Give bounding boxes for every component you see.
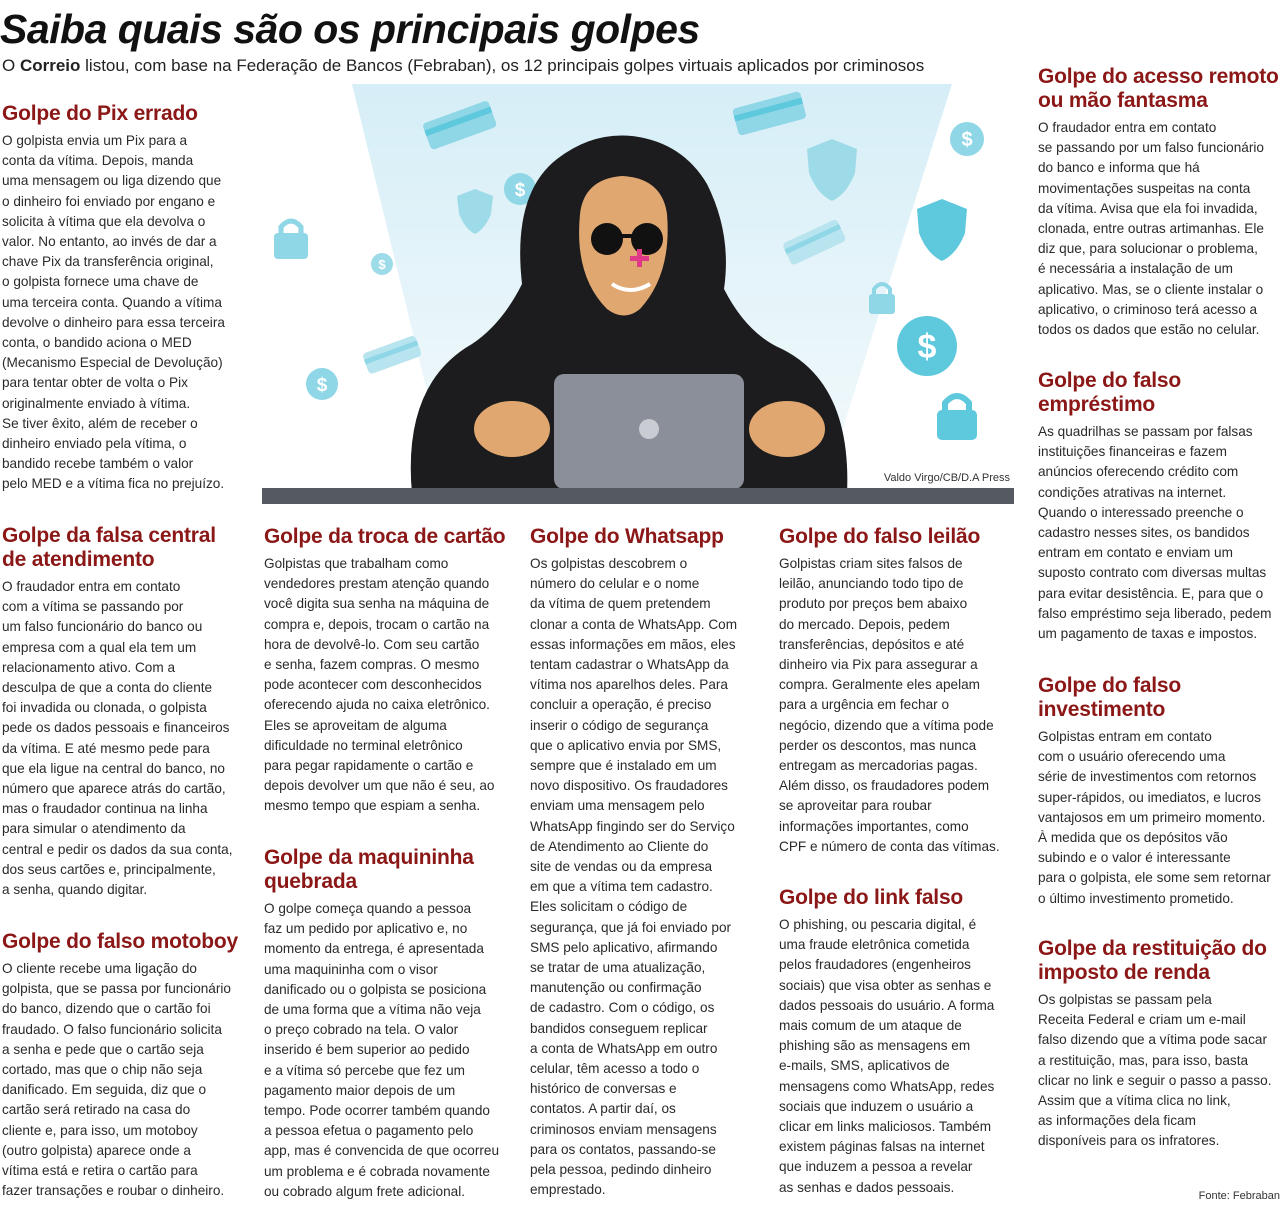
svg-text:$: $	[917, 328, 937, 366]
svg-text:$: $	[961, 129, 973, 151]
dollar-coin-icon	[306, 368, 338, 400]
section-leilao	[779, 525, 1029, 857]
section-body: O golpista envia um Pix para a conta da vítima. Depois, manda uma mensagem ou liga dizendo que o dinheiro foi enviado por engano e solicita à vítima que ela devolva o valor. No entanto, ao invés de dar a chave Pix da transferência original, o golpista fornece uma chave de uma terceira conta. Quando a vítima devolve o dinheiro para essa terceira conta, o bandido aciona o MED (Mecanismo Especial de Devolução) para tentar obter de volta o Pix originalmente enviado à vítima. Se tiver êxito, além de receber o dinheiro enviado pela vítima, o bandido recebe também o valor pelo MED e a vítima fica no prejuízo.	[2, 133, 225, 492]
section-body: Golpistas entram em contato com o usuário oferecendo uma série de investimentos com retornos super-rápidos, ou imediatos, e lucros vantajosos em um primeiro momento. À medida que os depósitos vão subindo e o valor é interessante para o golpista, ele some sem retornar o último investimento prometido.	[1038, 729, 1271, 906]
section-title: Golpe do falso motoboy	[2, 930, 238, 953]
section-title: Golpe da restituição do imposto de renda	[1038, 937, 1267, 984]
section-whatsapp	[530, 525, 775, 1201]
page-subtitle	[2, 56, 924, 76]
shield-icon	[917, 199, 967, 261]
dollar-coin-icon	[950, 122, 984, 156]
section-title: Golpe do falso empréstimo	[1038, 369, 1182, 416]
section-title: Golpe da maquininha quebrada	[264, 846, 474, 893]
desk-base	[262, 488, 1014, 504]
hacker-illustration	[262, 84, 1014, 504]
section-body: O cliente recebe uma ligação do golpista, que se passa por funcionário do banco, dizendo que o cartão foi fraudado. O falso funcionário solicita a senha e pede que o cartão seja cortado, mas que o chip não seja danificado. Em seguida, diz que o cartão será retirado na casa do cliente e, para isso, um motoboy (outro golpista) aparece onde a vítima está e retira o cartão para fazer transações e roubar o dinheiro.	[2, 961, 231, 1199]
section-body: Golpistas criam sites falsos de leilão, anunciando todo tipo de produto por preços bem abaixo do mercado. Depois, pedem transferências, depósitos e até dinheiro via Pix para assegurar a compra. Geralmente eles apelam para a urgência em fechar o negócio, dizendo que a vítima pode perder os descontos, mas nunca entregam as mercadorias pagas. Além disso, os fraudadores podem se aproveitar para roubar informações importantes, como CPF e número de conta das vítimas.	[779, 556, 1000, 854]
section-acesso-remoto	[1038, 65, 1282, 340]
section-title: Golpe do falso leilão	[779, 525, 981, 548]
section-body: O fraudador entra em contato se passando por um falso funcionário do banco e informa que há movimentações suspeitas na conta da vítima. Avisa que ela foi invadida, clonada, entre outras artimanhas. Ele diz que, para solucionar o problema, é necessária a instalação de um aplicativo. Mas, se o cliente instalar o aplicativo, o criminoso terá acesso a todos os dados que estão no celular.	[1038, 120, 1264, 338]
subtitle-brand: Correio	[19, 56, 81, 75]
section-title: Golpe do falso investimento	[1038, 674, 1182, 721]
section-title: Golpe do link falso	[779, 886, 964, 909]
section-body: Golpistas que trabalham como vendedores prestam atenção quando você digita sua senha na máquina de compra e, depois, trocam o cartão na hora de devolvê-lo. Com seu cartão e senha, fazem compras. O mesmo pode acontecer com desconhecidos oferecendo ajuda no caixa eletrônico. Eles se aproveitam de alguma dificuldade no terminal eletrônico para pegar rapidamente o cartão e depois devolver um que não é seu, ao mesmo tempo que espiam a senha.	[264, 556, 495, 814]
section-motoboy	[2, 930, 257, 1201]
section-pix	[2, 102, 257, 495]
section-body: Os golpistas descobrem o número do celular e o nome da vítima de quem pretendem clonar a conta de WhatsApp. Com essas informações em mãos, eles tentam cadastrar o WhatsApp da vítima nos aparelhos deles. Para concluir a operação, é preciso inserir o código de segurança que o aplicativo envia por SMS, sempre que é instalado em um novo dispositivo. Os fraudadores enviam uma mensagem pelo WhatsApp fingindo ser do Serviço de Atendimento ao Cliente do site de vendas ou da empresa em que a vítima tem cadastro. Eles solicitam o código de segurança, que já foi enviado por SMS pelo aplicativo, afirmando se tratar de uma atualização, manutenção ou confirmação de cadastro. Com o código, os bandidos conseguem replicar a conta de WhatsApp em outro celular, têm acesso a todo o histórico de conversas e contatos. A partir daí, os criminosos enviam mensagens para os contatos, passando-se pela pessoa, pedindo dinheiro emprestado.	[530, 556, 738, 1198]
photo-credit: Valdo Virgo/CB/D.A Press	[883, 472, 1010, 484]
section-body: O fraudador entra em contato com a vítima se passando por um falso funcionário do banco ou empresa com a qual ela tem um relacionamento ativo. Com a desculpa de que a conta do cliente foi invadida ou clonada, o golpista pede os dados pessoais e financeiros da vítima. E até mesmo pede para que ela ligue na central do banco, no número que aparece atrás do cartão, mas o fraudador continua na linha para simular o atendimento da central e pedir os dados da sua conta, dos seus cartões e, principalmente, a senha, quando digitar.	[2, 579, 233, 898]
section-title: Golpe da troca de cartão	[264, 525, 506, 548]
svg-text:$: $	[316, 375, 328, 396]
lock-icon	[937, 396, 977, 440]
section-title: Golpe do Pix errado	[2, 102, 198, 125]
section-title: Golpe do acesso remoto ou mão fantasma	[1038, 65, 1279, 112]
section-body: O phishing, ou pescaria digital, é uma fraude eletrônica cometida pelos fraudadores (engenheiros sociais) que visa obter as senhas e dados pessoais do usuário. A forma mais comum de um ataque de phishing são as mensagens em e-mails, SMS, aplicativos de mensagens como WhatsApp, redes sociais que induzem o usuário a clicar em links maliciosos. Também existem páginas falsas na internet que induzem a pessoa a revelar as senhas e dados pessoais.	[779, 917, 995, 1195]
section-title: Golpe da falsa central de atendimento	[2, 524, 216, 571]
svg-text:$: $	[378, 257, 386, 272]
svg-text:$: $	[514, 180, 526, 201]
section-central	[2, 524, 257, 900]
source-note: Fonte: Febraban	[1198, 1190, 1280, 1202]
section-link-falso	[779, 886, 1029, 1198]
dollar-coin-icon	[897, 316, 957, 376]
section-troca-cartao	[264, 525, 524, 817]
section-emprestimo	[1038, 369, 1282, 644]
card-icon	[362, 335, 422, 375]
section-maquininha	[264, 846, 524, 1202]
subtitle-text: listou, com base na Federação de Bancos (Febraban), os 12 principais golpes virtuais aplicados por criminosos	[80, 56, 925, 75]
section-body: Os golpistas se passam pela Receita Federal e criam um e-mail falso dizendo que a vítima pode sacar a restituição, mas, para isso, basta clicar no link e seguir o passo a passo. Assim que a vítima clica no link, as informações dela ficam disponíveis para os infratores.	[1038, 992, 1272, 1149]
section-title: Golpe do Whatsapp	[530, 525, 724, 548]
section-body: As quadrilhas se passam por falsas instituições financeiras e fazem anúncios oferecendo crédito com condições atrativas na internet. Quando o interessado preenche o cadastro nesses sites, os bandidos entram em contato e enviam um suposto contrato com diversas multas para evitar desistência. E, para que o falso empréstimo seja liberado, pedem um pagamento de taxas e impostos.	[1038, 424, 1272, 642]
lock-icon	[274, 221, 308, 259]
dollar-coin-icon	[371, 253, 393, 275]
subtitle-prefix: O	[2, 56, 20, 75]
section-restituicao	[1038, 937, 1282, 1152]
page-title: Saiba quais são os principais golpes	[0, 6, 700, 52]
section-body: O golpe começa quando a pessoa faz um pedido por aplicativo e, no momento da entrega, é apresentada uma maquininha com o visor danificado ou o golpista se posiciona de uma forma que a vítima não veja o preço cobrado na tela. O valor inserido é bem superior ao pedido e a vítima só percebe que fez um pagamento maior depois de um tempo. Pode ocorrer também quando a pessoa efetua o pagamento pelo app, mas é convencida de que ocorreu um problema e é cobrada novamente ou cobrado algum frete adicional.	[264, 901, 500, 1199]
illustration-svg	[262, 84, 1014, 504]
section-investimento	[1038, 674, 1282, 909]
